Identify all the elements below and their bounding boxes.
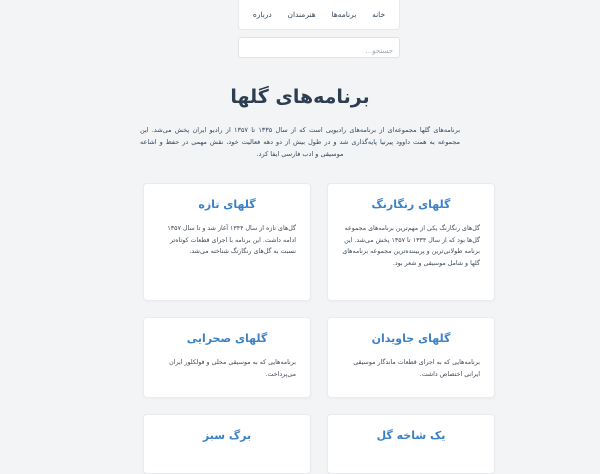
card-body: برنامه‌هایی که به اجرای قطعات ماندگار موسیقی ایرانی اختصاص داشت. (353, 359, 480, 378)
program-card-rangarang[interactable] (327, 183, 495, 301)
card-title: گلهای جاویدان (371, 332, 451, 345)
nav-link-artists[interactable]: هنرمندان (287, 10, 316, 19)
card-body: برنامه‌هایی که به موسیقی محلی و فولکلور ایران می‌پرداخت. (169, 359, 296, 378)
program-card-barg-sabz[interactable] (143, 414, 311, 474)
card-title: یک شاخه گل (376, 429, 446, 442)
page-title: برنامه‌های گلها (230, 86, 370, 108)
card-title: گلهای رنگارنگ (371, 198, 451, 211)
nav-link-programs[interactable]: برنامه‌ها (331, 10, 357, 19)
program-card-yek-shakheh-gol[interactable] (327, 414, 495, 474)
nav-link-about[interactable]: درباره (252, 10, 272, 19)
program-card-tazeh[interactable] (143, 183, 311, 301)
card-body: گل‌های تازه از سال ۱۳۴۴ آغاز شد و تا سال ۱۳۵۷ ادامه داشت. این برنامه با اجرای قطعات کوتاه‌تر نسبت به گل‌های رنگارنگ شناخته می‌شد. (167, 225, 296, 255)
top-nav (238, 0, 400, 30)
nav-link-home[interactable]: خانه (372, 10, 386, 19)
search-box (238, 37, 400, 58)
program-card-sahraei[interactable] (143, 317, 311, 398)
page-intro: برنامه‌های گلها مجموعه‌ای از برنامه‌های رادیویی است که از سال ۱۳۳۵ تا ۱۳۵۷ از رادیو ایران پخش می‌شد. این مجموعه به همت داوود پیرنیا پایه‌گذاری شد و در طول بیش از دو دهه فعالیت خود، نقش مهمی در حفظ و اشاعه موسیقی و ادب فارسی ایفا کرد. (140, 126, 461, 158)
card-title: گلهای صحرایی (186, 332, 268, 345)
card-body: گل‌های رنگارنگ یکی از مهم‌ترین برنامه‌های مجموعه گل‌ها بود که از سال ۱۳۳۴ تا ۱۳۵۷ پخش می‌شد. این برنامه طولانی‌ترین و پربیننده‌ترین مجموعه برنامه‌های گلها و شامل موسیقی و شعر بود. (342, 225, 480, 267)
search-input[interactable] (239, 42, 399, 61)
program-card-javidan[interactable] (327, 317, 495, 398)
card-title: برگ سبز (202, 429, 252, 442)
card-title: گلهای تازه (198, 198, 256, 211)
